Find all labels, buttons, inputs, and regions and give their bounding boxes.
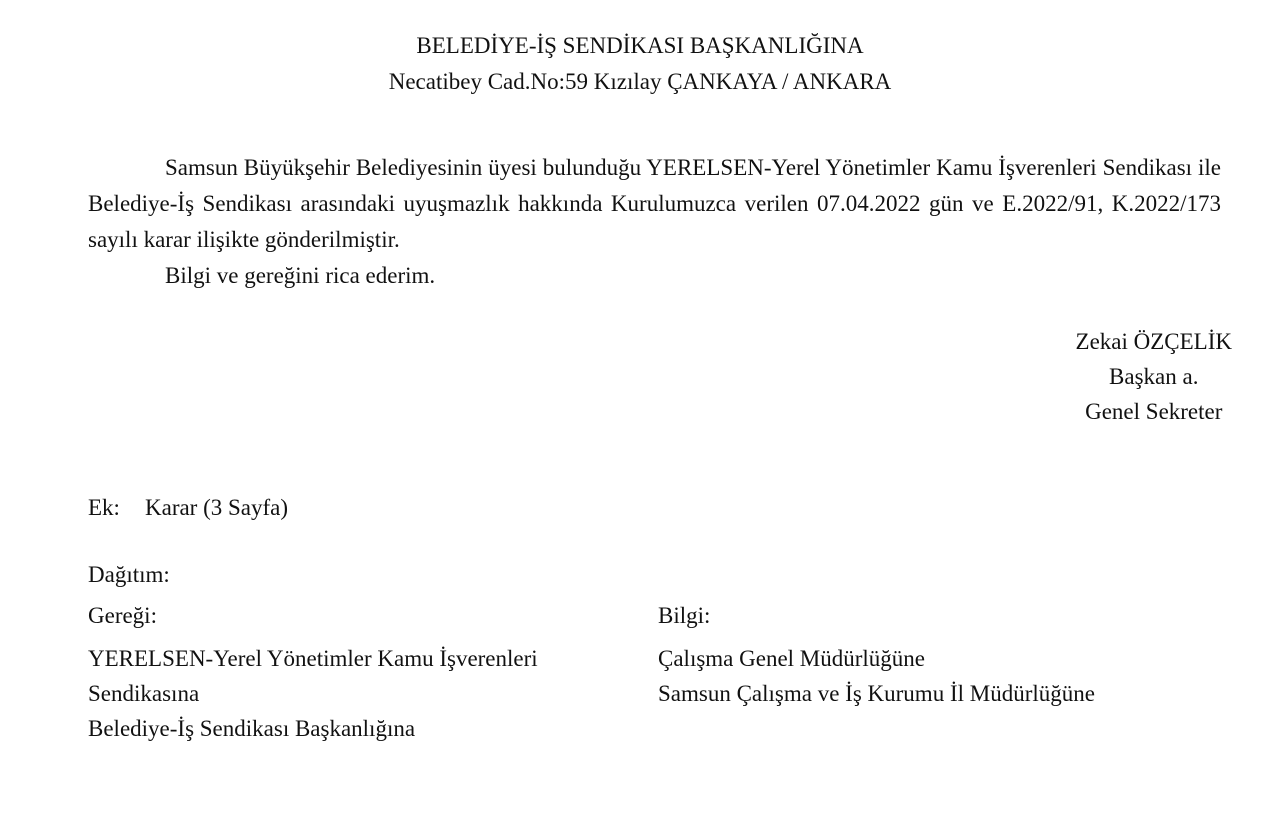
recipient-address: Necatibey Cad.No:59 Kızılay ÇANKAYA / ANKARA (388, 69, 892, 94)
recipient-org: BELEDİYE-İŞ SENDİKASI BAŞKANLIĞINA (416, 33, 864, 58)
action-heading: Gereği: (88, 603, 157, 628)
attachment-line (88, 491, 288, 525)
attachment-value: Karar (3 Sayfa) (145, 495, 289, 520)
signatory-title: Genel Sekreter (1085, 399, 1223, 424)
list-item: Belediye-İş Sendikası Başkanlığına (88, 716, 416, 741)
letter-body (88, 150, 1221, 294)
distribution-action-column (88, 599, 628, 746)
list-item: YERELSEN-Yerel Yönetimler Kamu İşverenleri (88, 646, 538, 671)
signatory-name: Zekai ÖZÇELİK (1075, 329, 1232, 354)
attachment-label: Ek: (88, 495, 120, 520)
list-item: Çalışma Genel Müdürlüğüne (658, 646, 926, 671)
info-heading: Bilgi: (658, 603, 711, 628)
distribution-title: Dağıtım: (88, 562, 170, 587)
list-item: Samsun Çalışma ve İş Kurumu İl Müdürlüğüne (658, 681, 1095, 706)
body-paragraph-2: Bilgi ve gereğini rica ederim. (165, 263, 436, 288)
body-paragraph-1: Samsun Büyükşehir Belediyesinin üyesi bulunduğu YERELSEN-Yerel Yönetimler Kamu İşverenleri Sendikası ile Belediye-İş Sendikası arasındaki uyuşmazlık hakkında Kurulumuzca verilen 07.04.2022 gün ve E.2022/91, K.2022/173 sayılı karar ilişikte gönderilmiştir. (88, 155, 1221, 252)
signatory-role: Başkan a. (1109, 364, 1199, 389)
distribution-info-column (658, 599, 1238, 711)
list-item: Sendikasına (88, 681, 200, 706)
action-list (88, 641, 628, 746)
letter-header (0, 28, 1280, 100)
info-list (658, 641, 1238, 711)
signature-block (1076, 324, 1232, 429)
